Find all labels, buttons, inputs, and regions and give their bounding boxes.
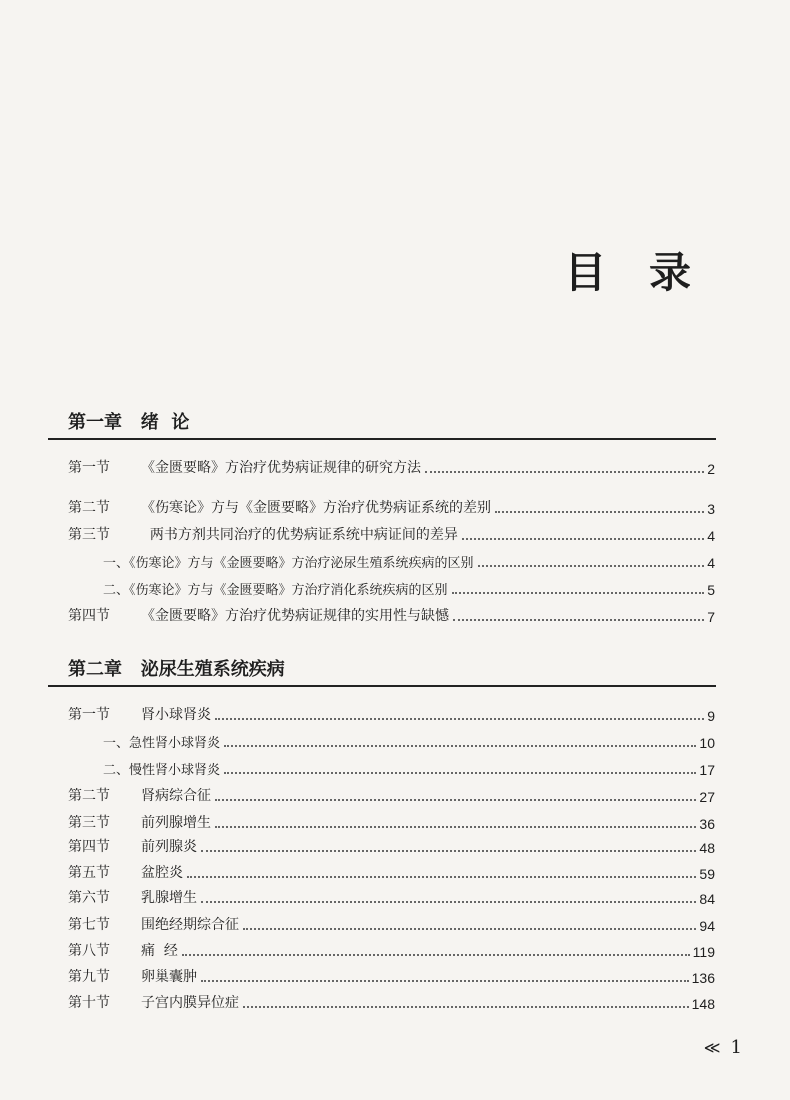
- page-title: 目 录: [564, 248, 705, 297]
- entry-title: 《金匮要略》方治疗优势病证规律的实用性与缺憾: [141, 608, 449, 624]
- section-number: 第二节: [68, 500, 110, 516]
- double-chevron-icon: ≪: [703, 1038, 721, 1057]
- subentry-title: 一、《伤寒论》方与《金匮要略》方治疗泌尿生殖系统疾病的区别: [103, 556, 474, 571]
- toc-entry[interactable]: [68, 964, 715, 986]
- leader-dots: [452, 592, 705, 594]
- toc-entry[interactable]: [68, 495, 715, 517]
- toc-entry[interactable]: [68, 522, 715, 544]
- page-footer: [704, 1037, 742, 1058]
- leader-dots: [182, 954, 690, 956]
- page-number: 148: [691, 996, 715, 1012]
- chapter-heading: [48, 408, 716, 440]
- page-number: 4: [707, 555, 715, 571]
- entry-title: 前列腺炎: [141, 839, 197, 855]
- toc-entry[interactable]: [68, 603, 715, 625]
- page-number: 9: [707, 708, 715, 724]
- leader-dots: [453, 619, 704, 621]
- entry-title: 肾病综合征: [141, 788, 211, 804]
- section-number: 第三节: [68, 527, 110, 543]
- leader-dots: [478, 565, 705, 567]
- leader-dots: [201, 850, 696, 852]
- leader-dots: [215, 799, 696, 801]
- section-number: 第一节: [68, 460, 110, 476]
- page-number: 59: [699, 866, 715, 882]
- leader-dots: [215, 718, 704, 720]
- subentry-title: 一、急性肾小球肾炎: [103, 736, 221, 751]
- page-number: 7: [707, 609, 715, 625]
- subentry-title: 二、《伤寒论》方与《金匮要略》方治疗消化系统疾病的区别: [103, 583, 448, 598]
- toc-entry[interactable]: [68, 810, 715, 832]
- page-number: 48: [699, 840, 715, 856]
- section-number: 第二节: [68, 788, 110, 804]
- leader-dots: [201, 901, 696, 903]
- toc-entry[interactable]: [68, 455, 715, 477]
- leader-dots: [224, 772, 696, 774]
- entry-title: 乳腺增生: [141, 890, 197, 906]
- entry-title: 《伤寒论》方与《金匮要略》方治疗优势病证系统的差别: [141, 500, 491, 516]
- page-number: 5: [707, 582, 715, 598]
- page-number: 27: [699, 789, 715, 805]
- entry-title: 肾小球肾炎: [141, 707, 211, 723]
- toc-subentry[interactable]: [103, 756, 715, 778]
- footer-page-number: 1: [730, 1037, 742, 1058]
- entry-title: 围绝经期综合征: [141, 917, 239, 933]
- page-number: 4: [707, 528, 715, 544]
- section-number: 第九节: [68, 969, 110, 985]
- section-number: 第一节: [68, 707, 110, 723]
- leader-dots: [201, 980, 689, 982]
- page-number: 36: [699, 816, 715, 832]
- toc-entry[interactable]: [68, 938, 715, 960]
- entry-title: 卵巢囊肿: [141, 969, 197, 985]
- entry-title: 前列腺增生: [141, 815, 211, 831]
- chapter-title: 第二章 泌尿生殖系统疾病: [68, 659, 285, 680]
- section-number: 第十节: [68, 995, 110, 1011]
- section-number: 第三节: [68, 815, 110, 831]
- leader-dots: [243, 1006, 689, 1008]
- leader-dots: [495, 511, 704, 513]
- leader-dots: [425, 471, 704, 473]
- chapter-title: 第一章 绪 论: [68, 412, 190, 433]
- section-number: 第四节: [68, 839, 110, 855]
- toc-subentry[interactable]: [103, 729, 715, 751]
- entry-title: 子宫内膜异位症: [141, 995, 239, 1011]
- page-number: 136: [691, 970, 715, 986]
- leader-dots: [224, 745, 696, 747]
- toc-entry[interactable]: [68, 702, 715, 724]
- entry-title: 盆腔炎: [141, 865, 183, 881]
- toc-entry[interactable]: [68, 834, 715, 856]
- section-number: 第五节: [68, 865, 110, 881]
- toc-entry[interactable]: [68, 885, 715, 907]
- page-number: 84: [699, 891, 715, 907]
- toc-subentry[interactable]: [103, 549, 715, 571]
- leader-dots: [187, 876, 696, 878]
- toc-entry[interactable]: [68, 783, 715, 805]
- leader-dots: [215, 826, 696, 828]
- section-number: 第八节: [68, 943, 110, 959]
- entry-title: 两书方剂共同治疗的优势病证系统中病证间的差异: [141, 527, 458, 543]
- page-number: 94: [699, 918, 715, 934]
- leader-dots: [243, 928, 696, 930]
- page-number: 2: [707, 461, 715, 477]
- entry-title: 《金匮要略》方治疗优势病证规律的研究方法: [141, 460, 421, 476]
- section-number: 第七节: [68, 917, 110, 933]
- section-number: 第六节: [68, 890, 110, 906]
- page-number: 3: [707, 501, 715, 517]
- toc-entry[interactable]: [68, 860, 715, 882]
- page-number: 119: [692, 944, 715, 960]
- toc-entry[interactable]: [68, 912, 715, 934]
- entry-title: 痛 经: [141, 943, 178, 959]
- subentry-title: 二、慢性肾小球肾炎: [103, 763, 221, 778]
- toc-subentry[interactable]: [103, 576, 715, 598]
- page-number: 17: [699, 762, 715, 778]
- section-number: 第四节: [68, 608, 110, 624]
- chapter-heading: [48, 655, 716, 687]
- page-number: 10: [699, 735, 715, 751]
- toc-entry[interactable]: [68, 990, 715, 1012]
- leader-dots: [462, 538, 704, 540]
